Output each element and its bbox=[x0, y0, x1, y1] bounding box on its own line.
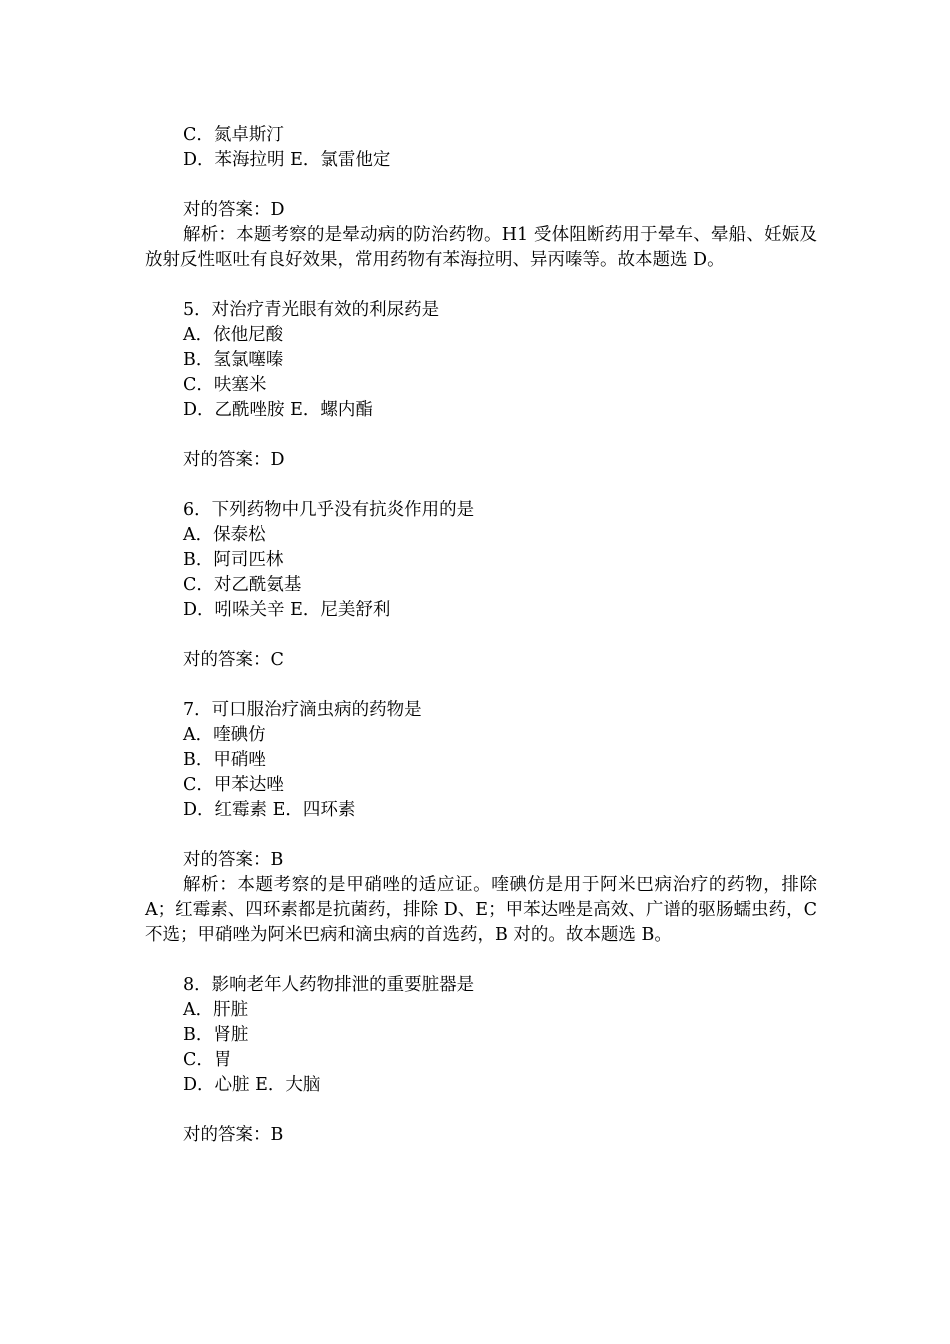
q6-option-b: B．阿司匹林 bbox=[183, 550, 284, 570]
spacer bbox=[145, 823, 817, 848]
spacer bbox=[145, 1098, 817, 1123]
spacer bbox=[145, 473, 817, 498]
answer-line: 对的答案：D bbox=[183, 200, 285, 220]
option-d-e: D．苯海拉明 E．氯雷他定 bbox=[183, 150, 391, 170]
spacer bbox=[145, 948, 817, 973]
question-5: 5．对治疗青光眼有效的利尿药是 bbox=[183, 300, 440, 320]
spacer bbox=[145, 423, 817, 448]
q8-option-d-e: D．心脏 E．大脑 bbox=[183, 1075, 321, 1095]
q5-option-b: B．氢氯噻嗪 bbox=[183, 350, 284, 370]
spacer bbox=[145, 173, 817, 198]
spacer bbox=[145, 673, 817, 698]
document-page bbox=[145, 123, 817, 1148]
question-7: 7．可口服治疗滴虫病的药物是 bbox=[183, 700, 422, 720]
question-6: 6．下列药物中几乎没有抗炎作用的是 bbox=[183, 500, 475, 520]
analysis-paragraph: 解析：本题考察的是晕动病的防治药物。H1 受体阻断药用于晕车、晕船、妊娠及放射反性呕吐有良好效果，常用药物有苯海拉明、异丙嗪等。故本题选 D。 bbox=[145, 225, 817, 270]
q7-analysis-paragraph: 解析：本题考察的是甲硝唑的适应证。喹碘仿是用于阿米巴病治疗的药物，排除 A；红霉素、四环素都是抗菌药，排除 D、E；甲苯达唑是高效、广谱的驱肠蠕虫药，C 不选；甲硝唑为阿米巴病和滴虫病的首选药，B 对的。故本题选 B。 bbox=[145, 875, 817, 945]
question-8: 8．影响老年人药物排泄的重要脏器是 bbox=[183, 975, 475, 995]
q7-option-d-e: D．红霉素 E．四环素 bbox=[183, 800, 356, 820]
q6-option-a: A．保泰松 bbox=[183, 525, 266, 545]
spacer bbox=[145, 273, 817, 298]
q8-option-c: C．胃 bbox=[183, 1050, 232, 1070]
q8-answer: 对的答案：B bbox=[183, 1125, 284, 1145]
q7-answer: 对的答案：B bbox=[183, 850, 284, 870]
option-c: C．氮卓斯汀 bbox=[183, 125, 284, 145]
q6-option-c: C．对乙酰氨基 bbox=[183, 575, 302, 595]
q6-answer: 对的答案：C bbox=[183, 650, 284, 670]
q5-answer: 对的答案：D bbox=[183, 450, 285, 470]
q7-option-c: C．甲苯达唑 bbox=[183, 775, 284, 795]
spacer bbox=[145, 623, 817, 648]
q8-option-a: A．肝脏 bbox=[183, 1000, 249, 1020]
q7-option-b: B．甲硝唑 bbox=[183, 750, 266, 770]
q6-option-d-e: D．吲哚关辛 E．尼美舒利 bbox=[183, 600, 391, 620]
q5-option-c: C．呋塞米 bbox=[183, 375, 267, 395]
q5-option-a: A．依他尼酸 bbox=[183, 325, 284, 345]
q5-option-d-e: D．乙酰唑胺 E．螺内酯 bbox=[183, 400, 373, 420]
q7-option-a: A．喹碘仿 bbox=[183, 725, 266, 745]
q8-option-b: B．肾脏 bbox=[183, 1025, 249, 1045]
